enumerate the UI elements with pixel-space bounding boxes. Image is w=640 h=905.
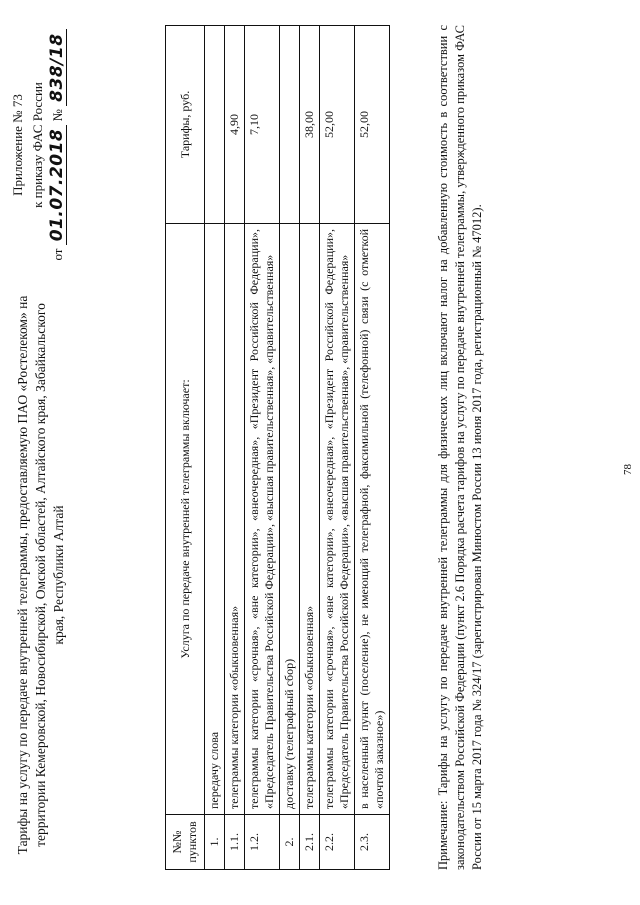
row-num: 2.2. xyxy=(320,815,355,870)
table-row xyxy=(320,26,355,870)
row-tariff xyxy=(205,26,225,224)
page-number: 78 xyxy=(622,464,634,475)
row-service: телеграммы категории «обыкновенная» xyxy=(300,224,320,815)
appendix-title: Приложение № 73 xyxy=(10,94,25,196)
table-header-row xyxy=(166,26,205,870)
row-service: телеграммы категории «срочная», «вне категории», «внеочередная», «Президент Российской Федерации», «Председатель Правительства Российской Федерации», «высшая правительственная», «правительственная» xyxy=(245,224,280,815)
appendix-block xyxy=(8,25,68,265)
table-row xyxy=(280,26,300,870)
row-service: доставку (телеграфный сбор) xyxy=(280,224,300,815)
handwritten-date: 01.07.2018 xyxy=(48,125,67,246)
row-num: 1.1. xyxy=(225,815,245,870)
row-num: 1. xyxy=(205,815,225,870)
row-num: 2.1. xyxy=(300,815,320,870)
row-num: 1.2. xyxy=(245,815,280,870)
row-tariff: 4,90 xyxy=(225,26,245,224)
appendix-order-date-line xyxy=(48,25,68,265)
row-service: телеграммы категории «обыкновенная» xyxy=(225,224,245,815)
row-tariff xyxy=(280,26,300,224)
row-tariff: 7,10 xyxy=(245,26,280,224)
table-row xyxy=(355,26,390,870)
row-tariff: 52,00 xyxy=(320,26,355,224)
row-num: 2.3. xyxy=(355,815,390,870)
header-num: №№ пунктов xyxy=(166,815,205,870)
footnote-text: Примечание: Тарифы на услугу по передаче внутренней телеграммы для физических лиц включают налог на добавленную стоимость в соответствии с законодательством Российской Федерации (пункт 2.6 Порядка расчета тарифов на услугу по передаче внутренней телеграммы, утвержденного приказом ФАС России от 15 марта 2017 года № 324/17 (зарегистрирован Минюстом России 13 июня 2017 года, регистрационный № 47012). xyxy=(436,25,484,870)
row-num: 2. xyxy=(280,815,300,870)
row-service: в населенный пункт (поселение), не имеющий телеграфной, факсимильной (телефонной) связи (с отметкой «почтой заказное») xyxy=(355,224,390,815)
row-service: передачу слова xyxy=(205,224,225,815)
row-service: телеграммы категории «срочная», «вне категории», «внеочередная», «Президент Российской Федерации», «Председатель Правительства Российской Федерации», «высшая правительственная», «правительственная» xyxy=(320,224,355,815)
row-tariff: 52,00 xyxy=(355,26,390,224)
row-tariff: 38,00 xyxy=(300,26,320,224)
tariff-table xyxy=(165,25,390,870)
header-tariff: Тарифы, руб. xyxy=(166,26,205,224)
table-row xyxy=(245,26,280,870)
table-row xyxy=(205,26,225,870)
header-service: Услуга по передаче внутренней телеграммы включает: xyxy=(166,224,205,815)
appendix-order-ref: к приказу ФАС России xyxy=(30,82,45,208)
document-title: Тарифы на услугу по передаче внутренней телеграммы, предоставляемую ПАО «Ростелеком» на территории Кемеровской, Новосибирской, Омской областей, Алтайского края, Забайкальского края, Республики Алтай xyxy=(15,295,66,855)
handwritten-order-number: 838/18 xyxy=(48,29,67,105)
date-prefix: от xyxy=(50,248,65,261)
number-prefix: № xyxy=(50,109,65,122)
table-row xyxy=(300,26,320,870)
table-row xyxy=(225,26,245,870)
